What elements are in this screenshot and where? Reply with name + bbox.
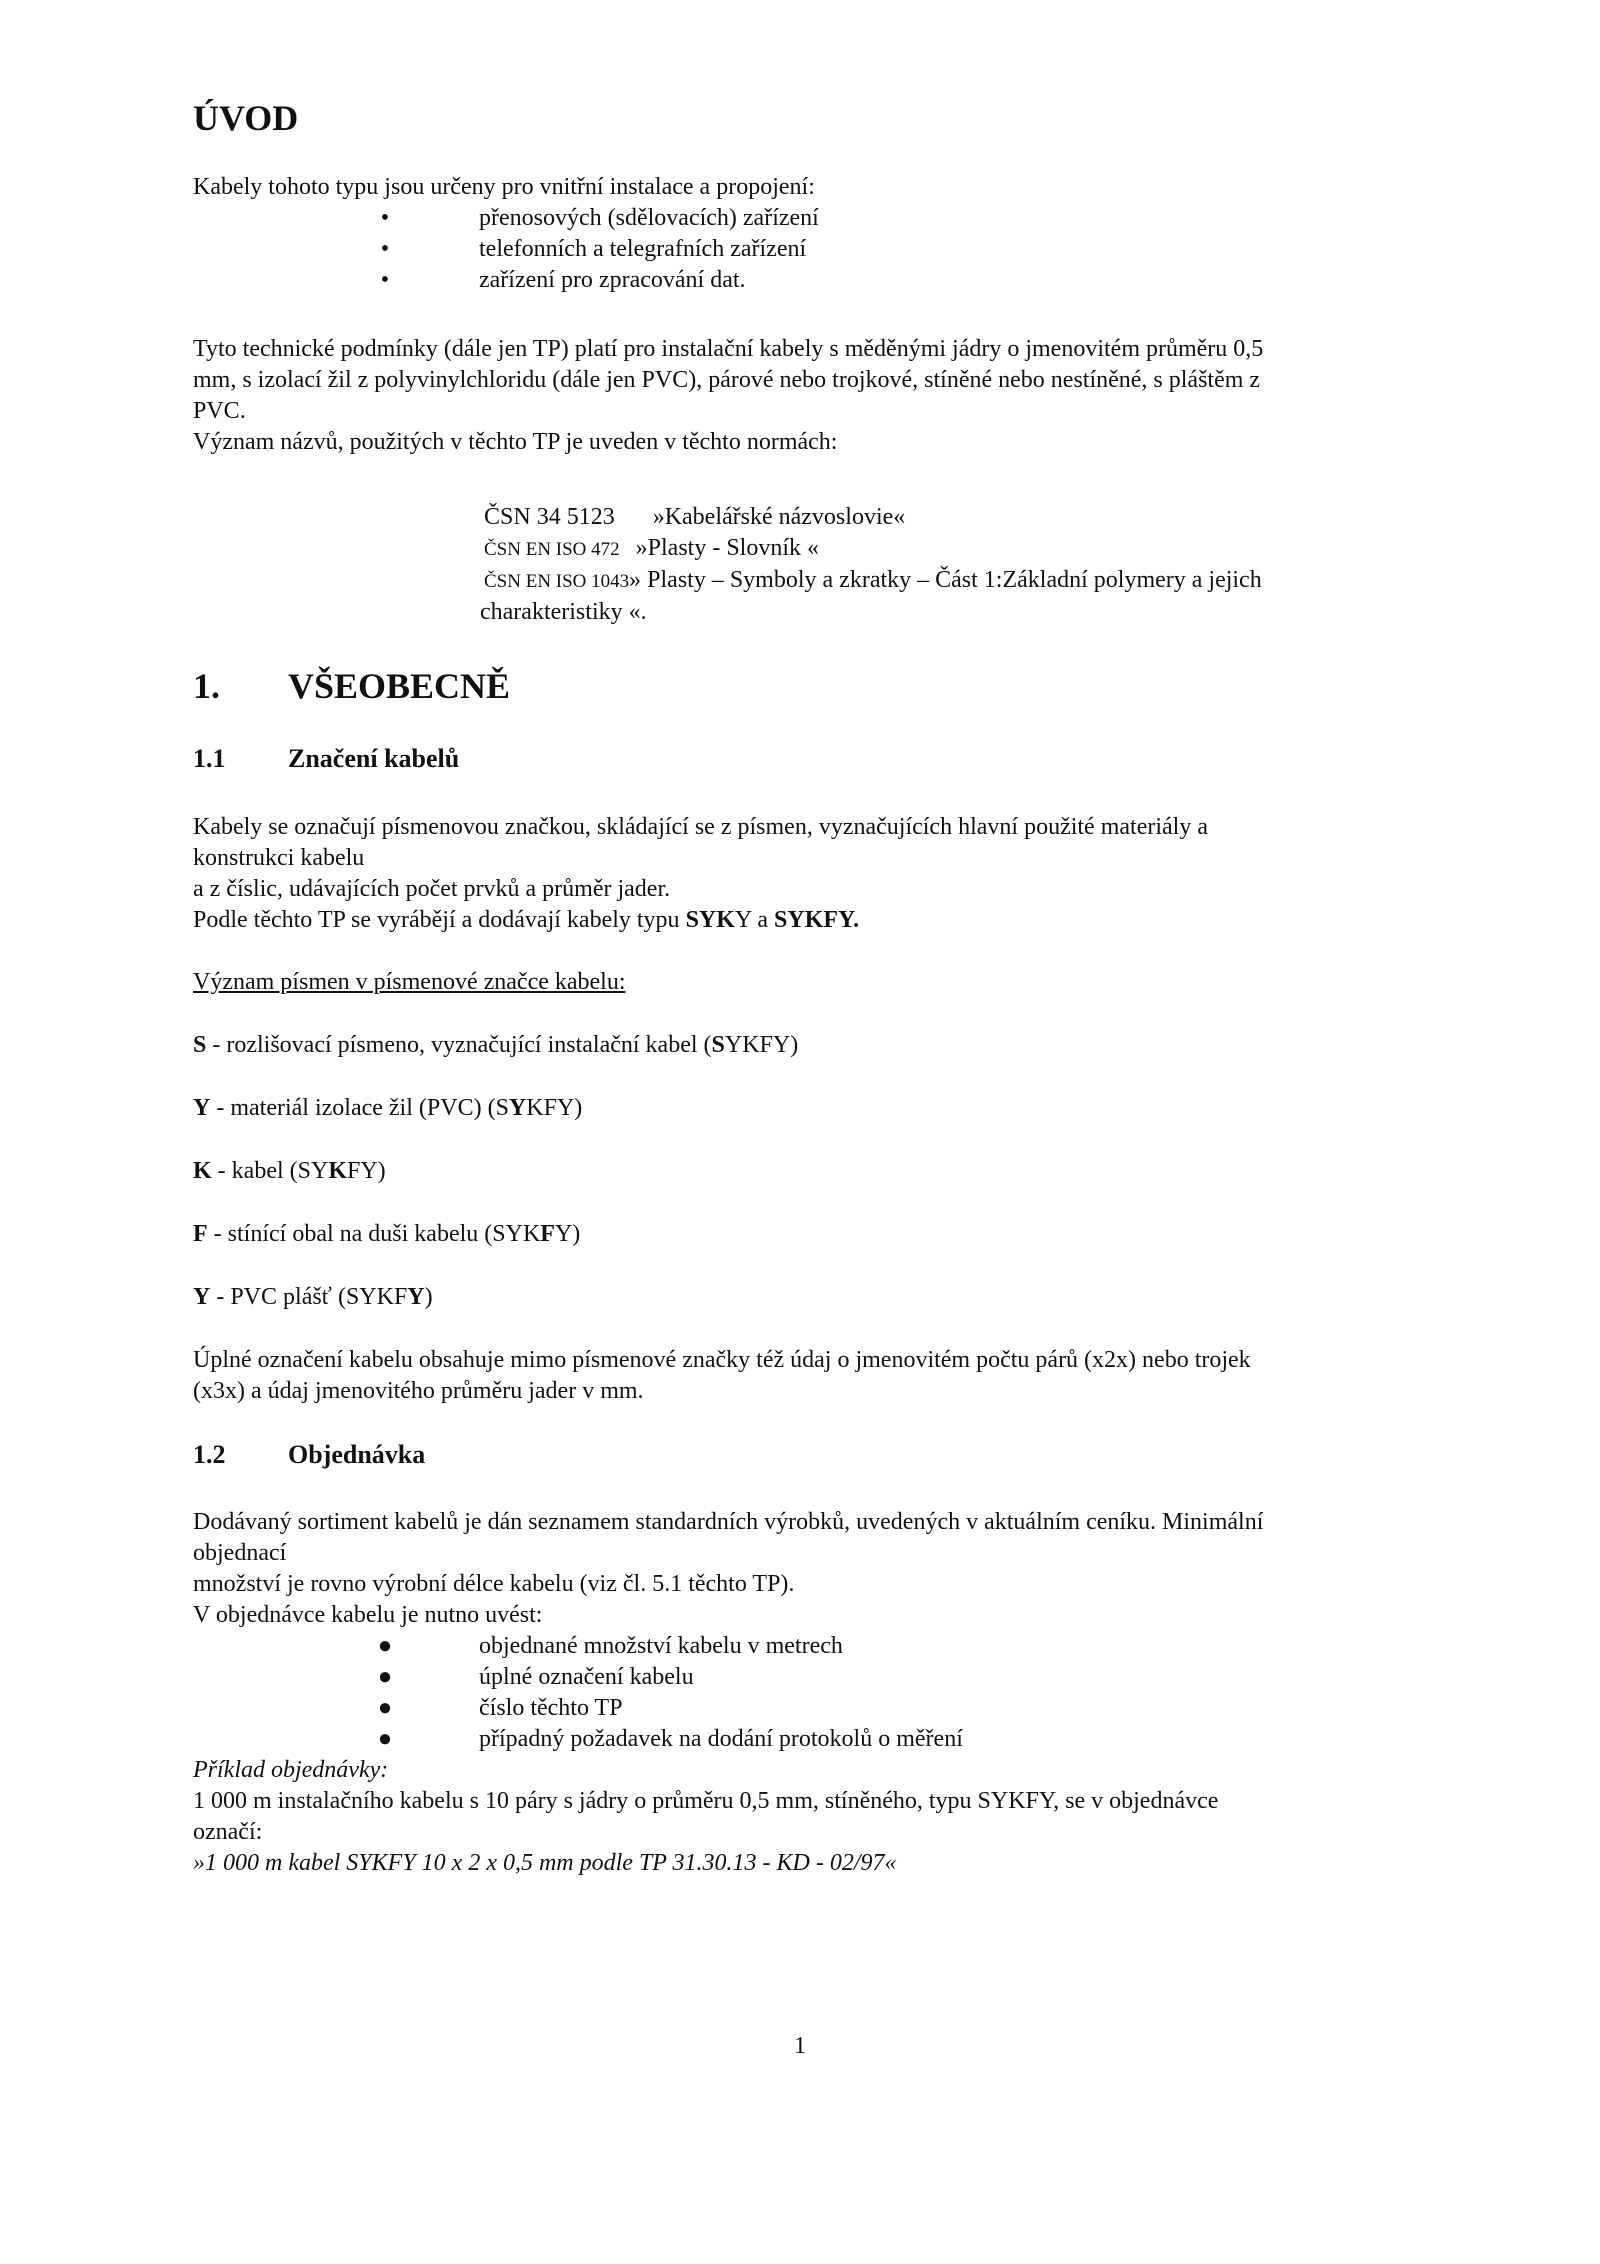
norm-code: ČSN EN ISO 472: [484, 539, 620, 560]
letter-row: F - stínící obal na duši kabelu (SYKFY): [193, 1221, 581, 1247]
norm-code: ČSN EN ISO 1043: [484, 571, 630, 592]
list-item: • přenosových (sdělovacích) zařízení: [375, 203, 819, 234]
letter-row: S - rozlišovací písmeno, vyznačující instalační kabel (SYKFY): [193, 1032, 799, 1058]
subsection-heading: 1.1 Značení kabelů: [193, 744, 460, 773]
list-item: • zařízení pro zpracování dat.: [375, 265, 819, 296]
letter-row: K - kabel (SYKFY): [193, 1158, 386, 1184]
letter-row: Y - materiál izolace žil (PVC) (SYKFY): [193, 1095, 583, 1121]
example-label: Příklad objednávky:: [193, 1757, 389, 1783]
section-heading: 1. VŠEOBECNĚ: [193, 666, 511, 706]
list-item: ● objednané množství kabelu v metrech: [375, 1631, 963, 1662]
letters-heading: Význam písmen v písmenové značce kabelu:: [193, 969, 626, 995]
subsection-heading: 1.2 Objednávka: [193, 1440, 426, 1469]
bullet-icon: ●: [377, 1633, 393, 1659]
bullet-icon: ●: [377, 1664, 393, 1690]
page-number: 1: [794, 2033, 806, 2059]
bullet-icon: ●: [377, 1695, 393, 1721]
norm-code: ČSN 34 5123: [484, 504, 615, 530]
example-code: »1 000 m kabel SYKFY 10 x 2 x 0,5 mm podle TP 31.30.13 - KD - 02/97«: [193, 1850, 897, 1876]
intro-bullet-list: [375, 203, 819, 296]
list-item: ● případný požadavek na dodání protokolů o měření: [375, 1724, 963, 1755]
norms-list: [480, 502, 1400, 628]
norm-title: » Plasty – Symboly a zkratky – Část 1:Základní polymery a jejich: [629, 567, 1262, 593]
cable-types-line: Podle těchto TP se vyrábějí a dodávají kabely typu SYKY a SYKFY.: [193, 907, 860, 933]
tp-paragraph: Tyto technické podmínky (dále jen TP) platí pro instalační kabely s měděnými jádry o jmenovitém průměru 0,5 mm, s izolací žil z polyvinylchloridu (dále jen PVC), párové nebo trojkové, stíněné nebo nestíněné, s pláštěm z PVC.: [193, 336, 1264, 424]
norms-intro: Význam názvů, použitých v těchto TP je uveden v těchto normách:: [193, 429, 838, 455]
norm-row: [480, 565, 1400, 597]
norm-continuation: charakteristiky «.: [480, 599, 647, 625]
order-bullet-list: [375, 1631, 963, 1755]
list-item: • telefonních a telegrafních zařízení: [375, 234, 819, 265]
norm-title: »Plasty - Slovník «: [635, 535, 820, 561]
intro-title: ÚVOD: [193, 98, 299, 138]
norm-row: [480, 502, 1400, 533]
letter-row: Y - PVC plášť (SYKFY): [193, 1284, 433, 1310]
list-item: ● úplné označení kabelu: [375, 1662, 963, 1693]
bullet-icon: •: [380, 236, 390, 262]
bullet-icon: ●: [377, 1726, 393, 1752]
list-item: ● číslo těchto TP: [375, 1693, 963, 1724]
bullet-icon: •: [380, 267, 390, 293]
order-example: Příklad objednávky: 1 000 m instalačního kabelu s 10 páry s jádry o průměru 0,5 mm, stíněného, typu SYKFY, se v objednávce označí: »1 000 m kabel SYKFY 10 x 2 x 0,5 mm podle TP 31.30.13 - KD - 02/97«: [193, 1755, 1423, 1879]
bullet-icon: •: [380, 205, 390, 231]
full-marking-paragraph: Úplné označení kabelu obsahuje mimo písmenové značky též údaj o jmenovitém počtu párů (x2x) nebo trojek (x3x) a údaj jmenovitého průměru jader v mm.: [193, 1347, 1251, 1404]
norm-row: [480, 533, 1400, 565]
order-paragraph: Dodávaný sortiment kabelů je dán seznamem standardních výrobků, uvedených v aktuálním ceníku. Minimální objednací množství je rovno výrobní délce kabelu (viz čl. 5.1 těchto TP). V objednávce kabelu je nutno uvést:: [193, 1509, 1264, 1628]
marking-paragraph: Kabely se označují písmenovou značkou, skládající se z písmen, vyznačujících hlavní použité materiály a konstrukci kabelu a z číslic, udávajících počet prvků a průměr jader. Podle těchto TP se vyrábějí a dodávají kabely typu SYKY a SYKFY.: [193, 812, 1423, 936]
intro-lead: Kabely tohoto typu jsou určeny pro vnitřní instalace a propojení:: [193, 174, 815, 200]
norm-title: »Kabelářské názvoslovie«: [652, 504, 906, 530]
